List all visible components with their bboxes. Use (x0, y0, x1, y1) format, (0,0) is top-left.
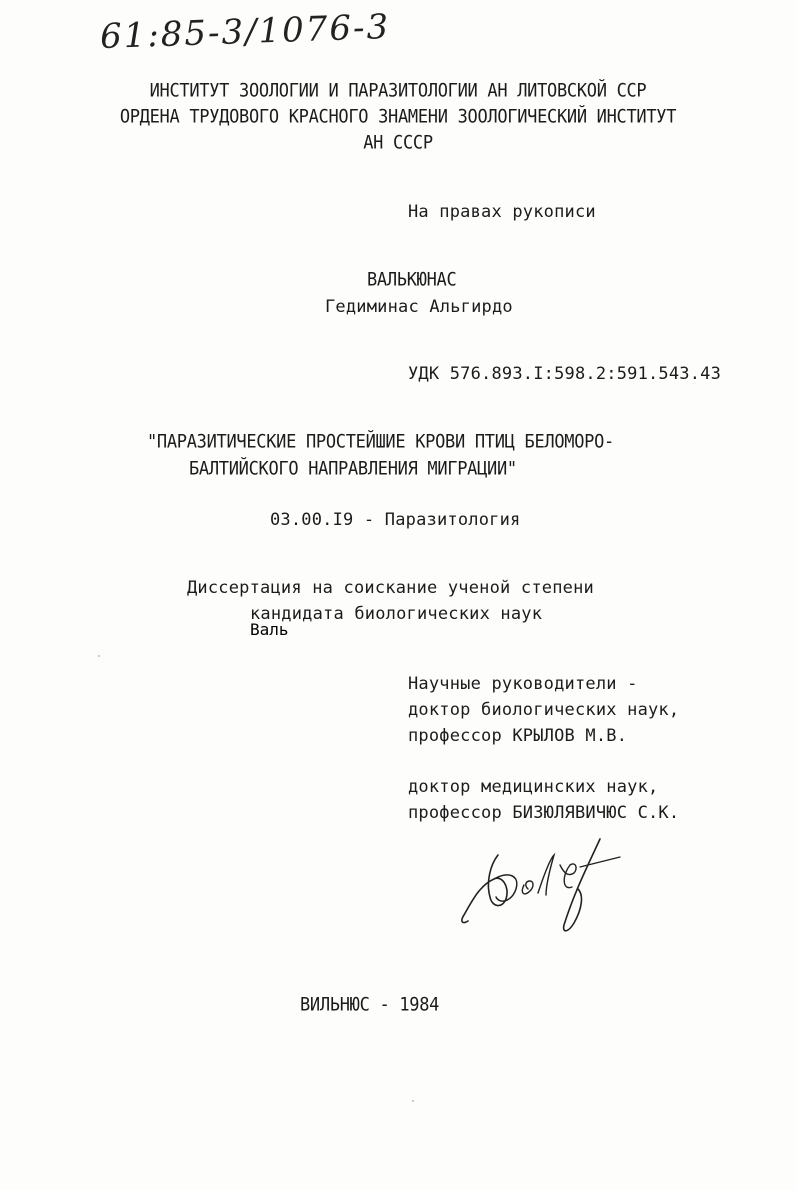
city-year: ВИЛЬНЮС - 1984 (300, 993, 440, 1017)
author-surname: ВАЛЬКЮНАС (367, 268, 457, 292)
supervisor-1-name: профессор КРЫЛОВ М.В. (408, 726, 628, 746)
institute-line-1: ИНСТИТУТ ЗООЛОГИИ И ПАРАЗИТОЛОГИИ АН ЛИТОВСКОЙ ССР (149, 79, 647, 103)
scan-speck (98, 655, 100, 657)
degree-line-2: кандидата биологических наук (250, 604, 543, 624)
supervisors-heading: Научные руководители - (408, 674, 638, 694)
udk-code: УДК 576.893.I:598.2:591.543.43 (408, 364, 722, 384)
title-line-1: "ПАРАЗИТИЧЕСКИЕ ПРОСТЕЙШИЕ КРОВИ ПТИЦ БЕЛОМОРО- (147, 430, 614, 454)
supervisor-2-name: профессор БИЗЮЛЯВИЧЮС С.К. (408, 803, 680, 823)
author-given-names: Гедиминас Альгирдо (325, 297, 513, 317)
specialty: 03.00.I9 - Паразитология (270, 510, 521, 530)
manuscript-note: На правах рукописи (408, 202, 596, 222)
supervisor-2-degree: доктор медицинских наук, (408, 777, 659, 797)
archive-code-handwritten: 61:85-3/1076-3 (99, 6, 391, 58)
title-line-2: БАЛТИЙСКОГО НАПРАВЛЕНИЯ МИГРАЦИИ" (189, 457, 517, 481)
scan-speck (412, 1100, 414, 1102)
degree-line-1: Диссертация на соискание ученой степени (187, 578, 594, 598)
signature-text: Валь (250, 620, 289, 639)
institute-line-2: ОРДЕНА ТРУДОВОГО КРАСНОГО ЗНАМЕНИ ЗООЛОГИЧЕСКИЙ ИНСТИТУТ (119, 105, 677, 129)
supervisor-1-degree: доктор биологических наук, (408, 700, 680, 720)
institute-line-3: АН СССР (363, 131, 433, 155)
